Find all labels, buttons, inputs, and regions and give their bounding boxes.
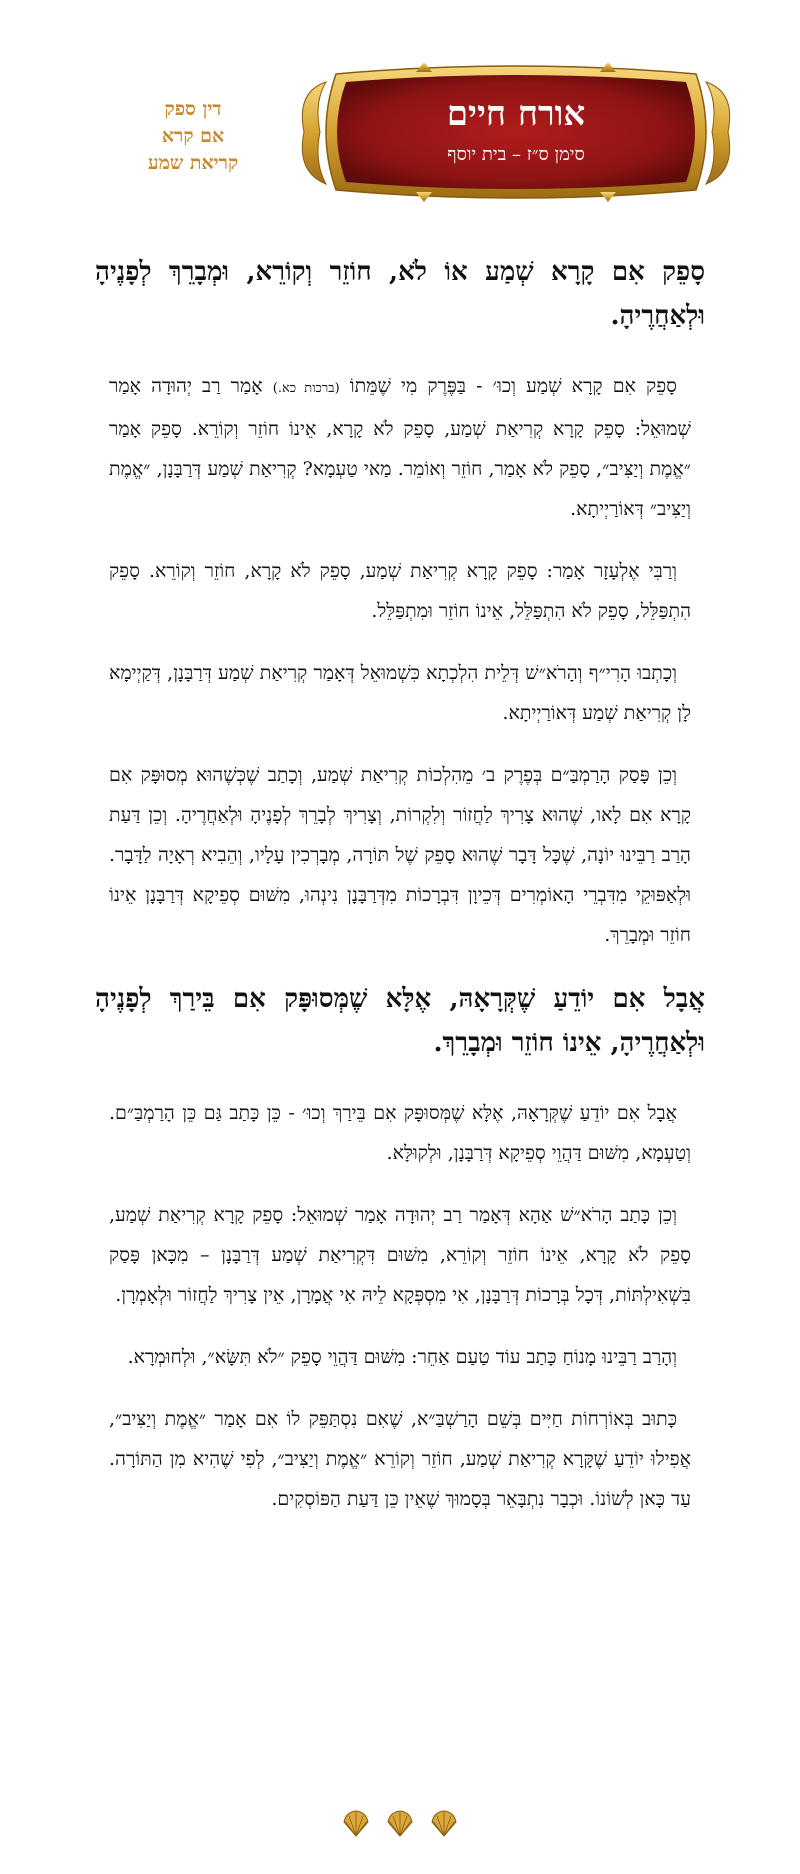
shell-icon (428, 1808, 460, 1840)
paragraph (95, 366, 705, 529)
paragraph: וְכֵן פָּסַק הָרַמְבַּ״ם בְּפֶרֶק ב׳ מֵהִלְכוֹת קְרִיאַת שְׁמַע, וְכָתַב שֶׁכְּשֶׁהוּא מְסוּפָּק אִם קָרָא אִם לָאו, שֶׁהוּא צָרִיךְ לַחֲזוֹר וְלִקְרוֹת, וְצָרִיךְ לְבָרֵךְ לְפָנֶיהָ וּלְאַחֲרֶיהָ. וְכֵן דַּעַת הָרַב רַבֵּינוּ יוֹנָה, שֶׁכָּל דָּבָר שֶׁהוּא סָפֵק שֶׁל תּוֹרָה, מְבָרְכִין עָלָיו, וְהֵבִיא רְאָיָה לַדָּבָר. וּלְאַפּוּקֵי מִדִּבְרֵי הָאוֹמְרִים דְּכֵיוָן דִּבְרָכוֹת מִדְּרַבָּנָן נִינְהוּ, מִשּׁוּם סְפֵיקָא דְּרַבָּנָן אֵינוֹ חוֹזֵר וּמְבָרֵךְ. (109, 764, 691, 946)
paragraph-rest: אָמַר רַב יְהוּדָה אָמַר שְׁמוּאֵל: סָפֵק קָרָא קְרִיאַת שְׁמַע, סָפֵק לֹא קָרָא, אֵינוֹ חוֹזֵר וְקוֹרֵא. סָפֵק אָמַר ״אֱמֶת וְיַצִּיב״, סָפֵק לֹא אָמַר, חוֹזֵר וְאוֹמֵר. מַאי טַעְמָא? קְרִיאַת שְׁמַע דְּרַבָּנָן, ״אֱמֶת וְיַצִּיב״ דְּאוֹרַיְיתָא. (109, 375, 691, 520)
shell-icon (384, 1808, 416, 1840)
paragraph: וְכָתְבוּ הָרִי״ף וְהָרֹא״שׁ דְּלֵית הִלְכְתָא כִּשְׁמוּאֵל דְּאָמַר קְרִיאַת שְׁמַע דְּרַבָּנָן, דְּקַיְימָא לָן קְרִיאַת שְׁמַע דְּאוֹרַיְיתָא. (109, 662, 691, 724)
topic-line-3: קריאת שמע (147, 152, 239, 174)
section-heading: אֲבָל אִם יוֹדֵעַ שֶׁקְּרָאָהּ, אֶלָּא שֶׁמְּסוּפָּק אִם בֵּירַךְ לְפָנֶיהָ וּלְאַחֲרֶיהָ, אֵינוֹ חוֹזֵר וּמְבָרֵךְ. (95, 984, 705, 1058)
citation: (ברכות כא.) (272, 381, 340, 396)
paragraph: כָּתוּב בְּאוֹרְחוֹת חַיִּים בְּשֵׁם הָרַשְׁבַּ״א, שֶׁאִם נִסְתַּפֵּק לוֹ אִם אָמַר ״אֱמֶת וְיַצִּיב״, אֲפִילוּ יוֹדֵעַ שֶׁקָּרָא קְרִיאַת שְׁמַע, חוֹזֵר וְקוֹרֵא ״אֱמֶת וְיַצִּיב״, לְפִי שֶׁהִיא מִן הַתּוֹרָה. עַד כָּאן לְשׁוֹנוֹ. וּכְבָר נִתְבָּאֵר בְּסָמוּךְ שֶׁאֵין כֵּן דַּעַת הַפּוֹסְקִים. (109, 1408, 691, 1510)
article-body (95, 250, 705, 1541)
paragraph: וְהָרַב רַבֵּינוּ מָנוֹחַ כָּתַב עוֹד טַעַם אַחֵר: מִשּׁוּם דַּהֲוֵי סָפֵק ״לֹא תִּשָּׂא״, וּלְחוּמְרָא. (127, 1346, 677, 1368)
paragraph: וְכֵן כָּתַב הָרֹא״שׁ אַהָא דְּאָמַר רַב יְהוּדָה אָמַר שְׁמוּאֵל: סָפֵק קָרָא קְרִיאַת שְׁמַע, סָפֵק לֹא קָרָא, אֵינוֹ חוֹזֵר וְקוֹרֵא, מִשּׁוּם דִּקְרִיאַת שְׁמַע דְּרַבָּנָן – מִכָּאן פָּסַק בִּשְׁאִילְתּוֹת, דְּכָל בְּרָכוֹת דְּרַבָּנָן, אִי מִסְפְּקָא לֵיהּ אִי אֲמָרָן, אֵין צָרִיךְ לַחֲזוֹר וּלְאָמְרָן. (109, 1204, 691, 1306)
footer-ornament (340, 1808, 460, 1844)
topic-line-2: אם קרא (161, 125, 225, 147)
topic-label (118, 96, 268, 177)
paragraph: וְרַבִּי אֶלְעָזָר אָמַר: סָפֵק קָרָא קְרִיאַת שְׁמַע, סָפֵק לֹא קָרָא, חוֹזֵר וְקוֹרֵא. סָפֵק הִתְפַּלֵּל, סָפֵק לֹא הִתְפַּלֵּל, אֵינוֹ חוֹזֵר וּמִתְפַּלֵּל. (109, 560, 691, 622)
topic-line-1: דין ספק (164, 98, 222, 120)
page-subtitle: סימן ס״ז – בית יוסף (447, 144, 585, 165)
paragraph: אֲבָל אִם יוֹדֵעַ שֶׁקְּרָאָהּ, אֶלָּא שֶׁמְּסוּפָּק אִם בֵּירַךְ וְכוּ׳ - כֵּן כָּתַב גַּם כֵּן הָרַמְבַּ״ם. וְטַעְמָא, מִשּׁוּם דַּהֲוֵי סְפֵיקָא דְּרַבָּנָן, וּלְקוּלָּא. (109, 1102, 691, 1164)
section-heading: סָפֵק אִם קָרָא שְׁמַע אוֹ לֹא, חוֹזֵר וְקוֹרֵא, וּמְבָרֵךְ לְפָנֶיהָ וּלְאַחֲרֶיהָ. (95, 257, 705, 331)
page-title: אורח חיים (446, 94, 586, 134)
shell-icon (340, 1808, 372, 1840)
paragraph-lead: סָפֵק אִם קָרָא שְׁמַע וְכוּ׳ - בַּפֶּרֶק מִי שֶׁמֵּתוֹ (349, 375, 677, 397)
page-header (0, 0, 800, 200)
title-banner (296, 62, 736, 202)
